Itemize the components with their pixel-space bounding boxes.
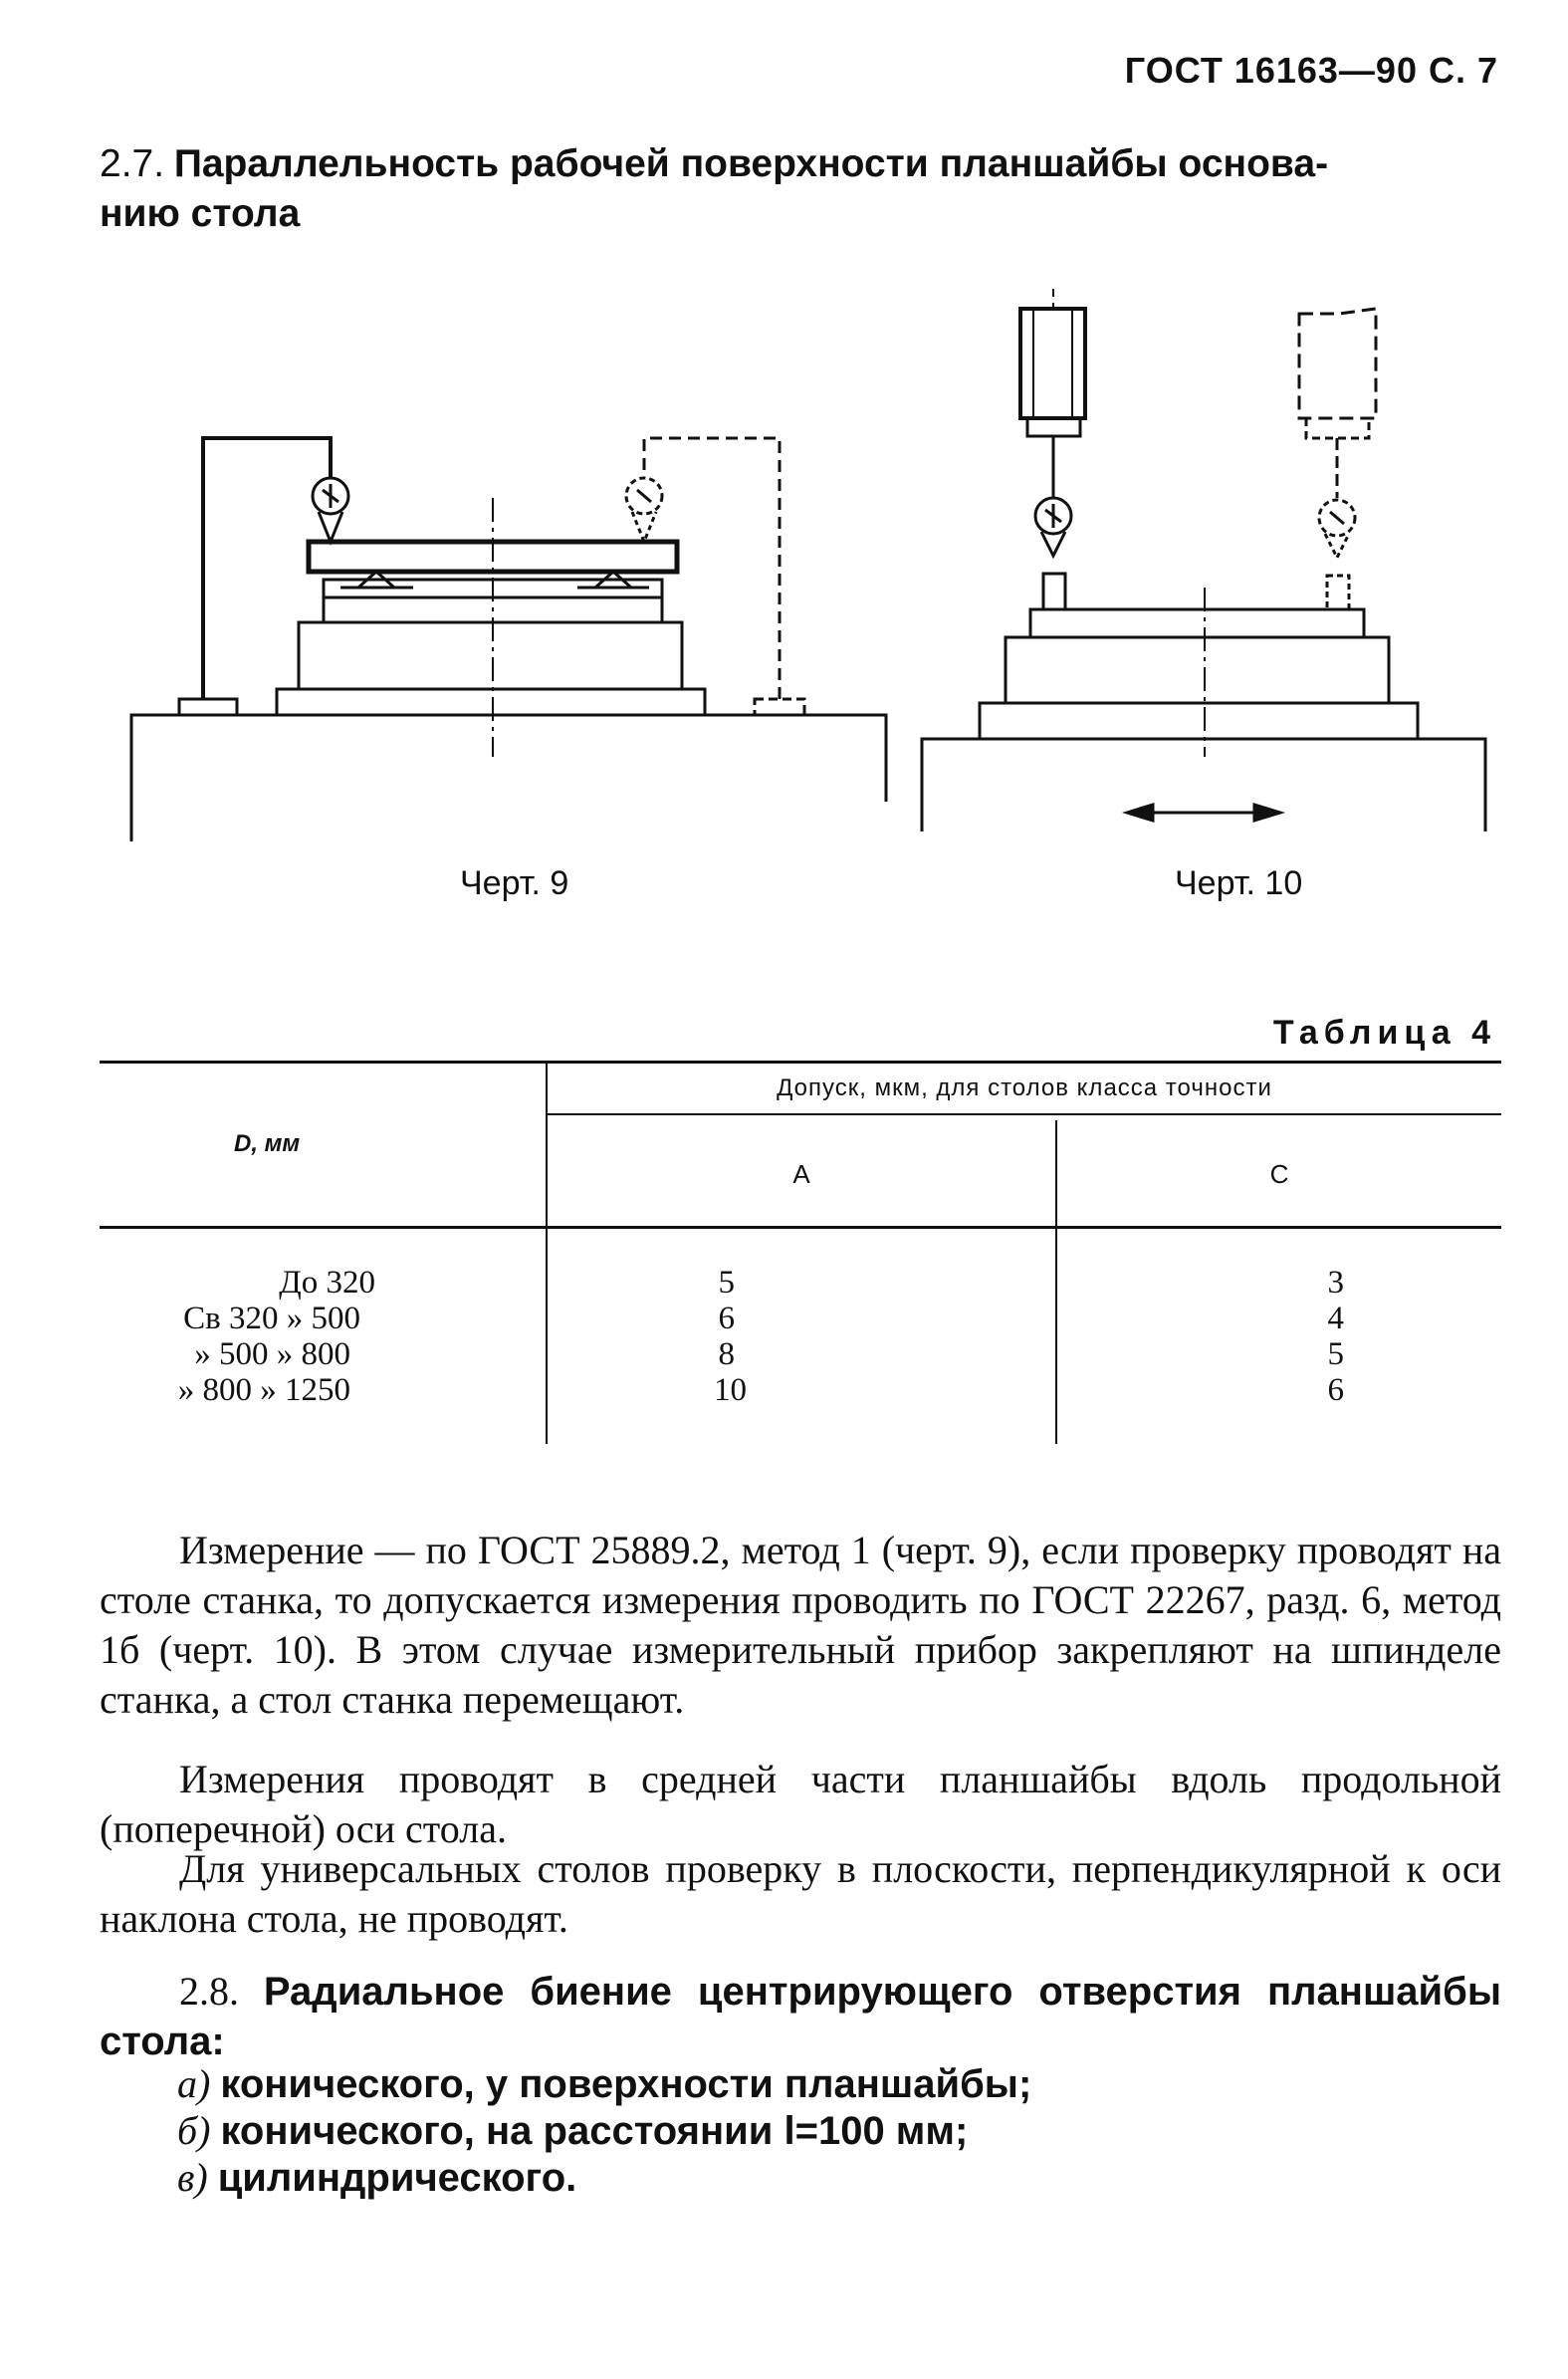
class-c-header: С	[1269, 1159, 1289, 1189]
table-row-1-d: До 320	[279, 1265, 375, 1301]
figure-9-caption: Черт. 9	[460, 864, 569, 902]
page-header: ГОСТ 16163—90 С. 7	[1124, 50, 1498, 91]
figure-10-drawing	[916, 289, 1493, 846]
table-row-1-a: 5	[718, 1265, 735, 1301]
section-title-line1: Параллельность рабочей поверхности планшайбы основа-	[173, 142, 1329, 185]
table-row-4-d: » 800 » 1250	[177, 1372, 350, 1408]
table-title: Таблица 4	[1272, 1014, 1496, 1052]
table-row-2-d: Св 320 » 500	[183, 1301, 360, 1336]
col-d-header-text: D, мм	[234, 1130, 301, 1157]
table-top-rule	[100, 1061, 1501, 1064]
section-2-8-title	[100, 1967, 1501, 2066]
table-row-2-c: 4	[1327, 1301, 1344, 1336]
list-text-c: цилиндрического.	[217, 2156, 577, 2200]
table-4	[100, 1061, 1501, 1449]
tolerance-header: Допуск, мкм, для столов класса точности	[777, 1074, 1272, 1101]
list-item-c	[177, 2153, 576, 2203]
figure-10-caption: Черт. 10	[1175, 864, 1303, 902]
list-marker-c: в)	[177, 2155, 208, 2200]
col-d-header	[234, 1130, 300, 1158]
table-row-4-a: 10	[714, 1372, 747, 1408]
table-row-3-c: 5	[1327, 1336, 1344, 1372]
table-row-3-a: 8	[718, 1336, 735, 1372]
class-a-header: А	[792, 1159, 810, 1189]
list-marker-a: а)	[177, 2061, 211, 2106]
list-marker-b: б)	[177, 2108, 211, 2153]
section-number: 2.7.	[100, 142, 165, 185]
section-2-8-text: Радиальное биение центрирующего отверстия планшайбы стола:	[100, 1970, 1502, 2063]
table-header-bottom-rule	[100, 1226, 1501, 1229]
table-row-4-c: 6	[1327, 1372, 1344, 1408]
list-text-b: конического, на расстоянии l=100 мм;	[220, 2109, 969, 2153]
list-item-b	[177, 2106, 968, 2156]
table-header-mid-rule	[548, 1113, 1501, 1115]
paragraph-measurement-location: Измерения проводят в средней части планшайбы вдоль продольной (поперечной) оси стола.	[100, 1757, 1501, 1851]
list-text-a: конического, у поверхности планшайбы;	[220, 2062, 1032, 2106]
figure-9-drawing	[119, 418, 906, 846]
table-row-2-a: 6	[718, 1301, 735, 1336]
section-2-7-title	[100, 139, 1493, 239]
table-row-1-c: 3	[1327, 1265, 1344, 1301]
section-2-8-number: 2.8.	[179, 1969, 239, 2014]
table-row-3-d: » 500 » 800	[194, 1336, 350, 1372]
list-item-a	[177, 2059, 1031, 2109]
paragraph-universal-tables: Для универсальных столов проверку в плоскости, перпендикулярной к оси наклона стола, не проводят.	[100, 1846, 1501, 1941]
section-title-line2: нию стола	[100, 192, 301, 235]
paragraph-measurement: Измерение — по ГОСТ 25889.2, метод 1 (черт. 9), если проверку проводят на столе станка, то допускается измерения проводить по ГОСТ 22267, разд. 6, метод 1б (черт. 10). В этом случае измерительный прибор закрепляют на шпинделе станка, а стол станка перемещают.	[100, 1528, 1501, 1722]
